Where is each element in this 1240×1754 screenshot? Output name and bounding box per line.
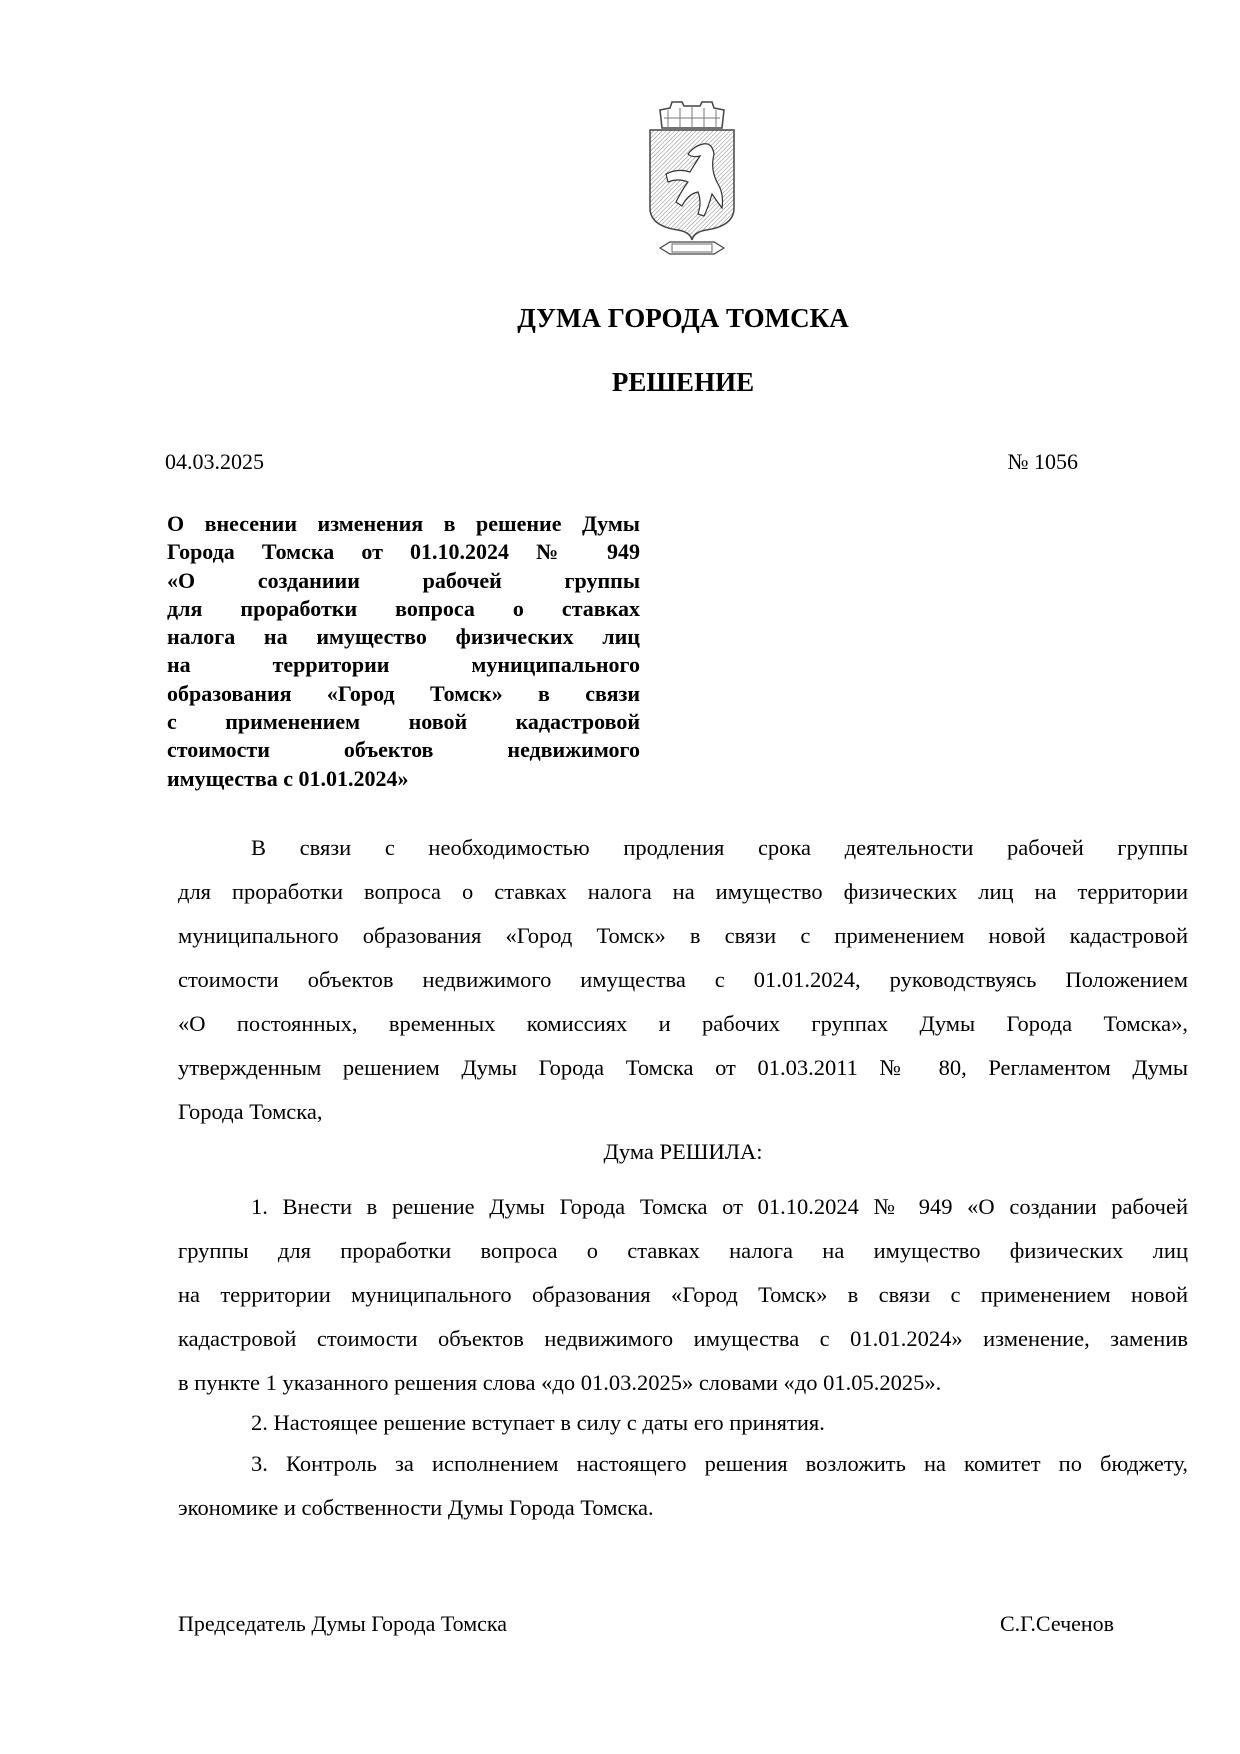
- preamble-line: утвержденным решением Думы Города Томска от 01.03.2011 № 80, Регламентом Думы: [178, 1055, 1188, 1080]
- preamble-line: муниципального образования «Город Томск» в связи с применением новой кадастровой: [178, 923, 1188, 948]
- preamble-line: стоимости объектов недвижимого имущества с 01.01.2024, руководствуясь Положением: [178, 967, 1188, 992]
- preamble-paragraph: [178, 826, 1188, 1134]
- subject-line: Города Томска от 01.10.2024 № 949: [167, 539, 640, 565]
- city-coat-of-arms: [648, 98, 736, 266]
- subject-line: О внесении изменения в решение Думы: [167, 511, 640, 536]
- decision-date: 04.03.2025: [165, 449, 264, 474]
- coat-of-arms-icon: [648, 98, 736, 266]
- signatory-position: Председатель Думы Города Томска: [178, 1611, 508, 1636]
- decision-subject: [167, 510, 640, 793]
- subject-line: имущества с 01.01.2024»: [167, 765, 409, 791]
- item-1-line: на территории муниципального образования «Город Томск» в связи с применением новой: [178, 1282, 1188, 1307]
- signatory-name: С.Г.Сеченов: [1000, 1611, 1115, 1636]
- preamble-line: для проработки вопроса о ставках налога на имущество физических лиц на территории: [178, 879, 1188, 904]
- decision-number: № 1056: [1007, 449, 1078, 474]
- item-1-line: кадастровой стоимости объектов недвижимого имущества с 01.01.2024» изменение, заменив: [178, 1326, 1188, 1351]
- document-type: РЕШЕНИЕ: [611, 367, 755, 397]
- resolved-heading: Дума РЕШИЛА:: [603, 1139, 763, 1164]
- subject-line: на территории муниципального: [167, 652, 640, 678]
- subject-line: стоимости объектов недвижимого: [167, 737, 640, 763]
- subject-line: «О созданиии рабочей группы: [167, 567, 640, 593]
- item-2: 2. Настоящее решение вступает в силу с даты его принятия.: [251, 1410, 825, 1435]
- organization-title: ДУМА ГОРОДА ТОМСКА: [517, 303, 849, 333]
- subject-line: для проработки вопроса о ставках: [167, 595, 640, 621]
- item-1-line: в пункте 1 указанного решения слова «до 01.03.2025» словами «до 01.05.2025».: [178, 1370, 942, 1395]
- item-1-line: группы для проработки вопроса о ставках налога на имущество физических лиц: [178, 1238, 1188, 1263]
- subject-line: с применением новой кадастровой: [167, 709, 640, 735]
- preamble-line: «О постоянных, временных комиссиях и рабочих группах Думы Города Томска»,: [178, 1011, 1188, 1036]
- item-3-line: экономике и собственности Думы Города Томска.: [178, 1495, 654, 1520]
- preamble-line: В связи с необходимостью продления срока деятельности рабочей группы: [251, 835, 1188, 860]
- subject-line: образования «Город Томск» в связи: [167, 680, 640, 706]
- preamble-line: Города Томска,: [178, 1099, 323, 1124]
- item-3: [178, 1442, 1188, 1530]
- item-3-line: 3. Контроль за исполнением настоящего решения возложить на комитет по бюджету,: [251, 1451, 1188, 1476]
- subject-line: налога на имущество физических лиц: [167, 624, 640, 650]
- item-1-line: 1. Внести в решение Думы Города Томска от 01.10.2024 № 949 «О создании рабочей: [251, 1194, 1188, 1219]
- item-1: [178, 1185, 1188, 1405]
